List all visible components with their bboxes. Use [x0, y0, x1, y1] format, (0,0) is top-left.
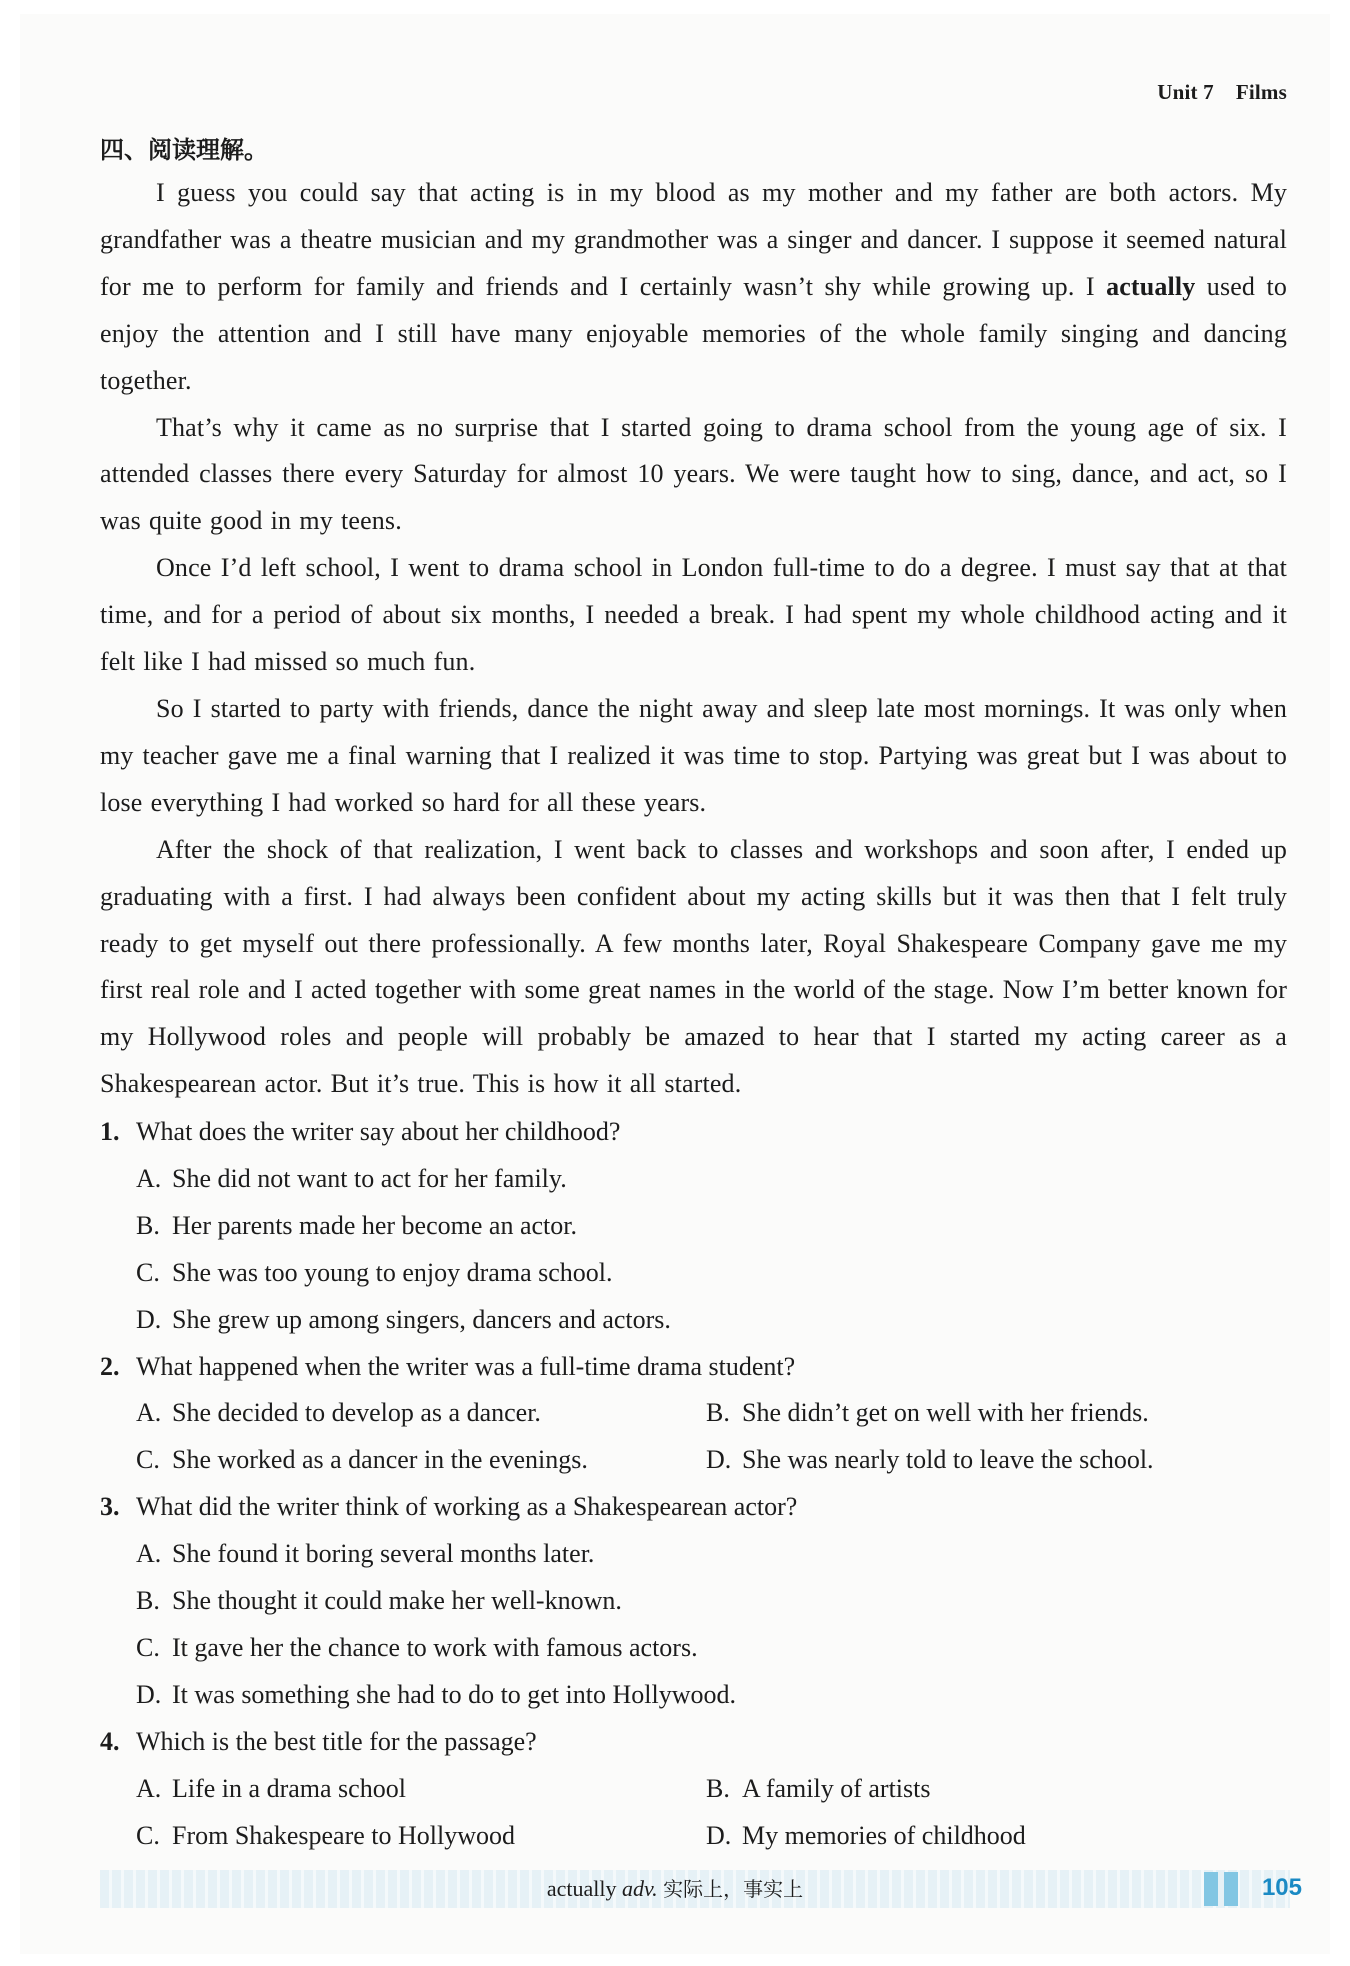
- option-c[interactable]: C. She was too young to enjoy drama school.: [136, 1257, 613, 1287]
- option-d[interactable]: D. It was something she had to do to get into Hollywood.: [136, 1679, 737, 1709]
- option-b[interactable]: B. Her parents made her become an actor.: [136, 1210, 577, 1240]
- question-number: 2.: [100, 1351, 120, 1381]
- question-stem: 2. What happened when the writer was a full-time drama student?: [100, 1344, 1290, 1391]
- footnote-pos: adv.: [622, 1876, 658, 1901]
- option-d[interactable]: D. She was nearly told to leave the school.: [706, 1445, 1154, 1475]
- vocab-footnote: [0, 1870, 1350, 1908]
- question-number: 4.: [100, 1726, 120, 1756]
- option-b[interactable]: B. She thought it could make her well-known.: [136, 1586, 622, 1616]
- running-header: [1157, 80, 1287, 105]
- question-stem: 3. What did the writer think of working as a Shakespearean actor?: [100, 1484, 1290, 1531]
- option-c[interactable]: C. It gave her the chance to work with famous actors.: [136, 1632, 698, 1662]
- option-b[interactable]: B. She didn’t get on well with her friends.: [706, 1398, 1149, 1428]
- paragraph-2: That’s why it came as no surprise that I started going to drama school from the young age of six. I attended classes there every Saturday for almost 10 years. We were taught how to sing, dance, and act, so I was quite good in my teens.: [100, 412, 1287, 536]
- option-c[interactable]: C. She worked as a dancer in the evenings.: [136, 1445, 588, 1475]
- page-number: 105: [1261, 1874, 1302, 1901]
- question-list: [100, 1109, 1290, 1860]
- unit-topic: Films: [1235, 80, 1287, 104]
- option-d[interactable]: D. She grew up among singers, dancers and actors.: [136, 1304, 671, 1334]
- paragraph-5: After the shock of that realization, I went back to classes and workshops and soon after, I ended up graduating with a first. I had always been confident about my acting skills but it was then that I felt truly ready to get myself out there professionally. A few months later, Royal Shakespeare Company gave me my first real role and I acted together with some great names in the world of the stage. Now I’m better known for my Hollywood roles and people will probably be amazed to hear that I started my acting career as a Shakespearean actor. But it’s true. This is how it all started.: [100, 834, 1287, 1099]
- option-b[interactable]: B. A family of artists: [706, 1773, 931, 1803]
- footnote-meaning: 实际上，事实上: [663, 1877, 804, 1901]
- option-a[interactable]: A. Life in a drama school: [136, 1773, 406, 1803]
- paragraph-3: Once I’d left school, I went to drama school in London full-time to do a degree. I must say that at that time, and for a period of about six months, I needed a break. I had spent my whole childhood acting and it felt like I had missed so much fun.: [100, 553, 1287, 677]
- vocab-highlight: actually: [1106, 271, 1196, 301]
- option-a[interactable]: A. She decided to develop as a dancer.: [136, 1398, 541, 1428]
- section-title: 四、阅读理解。: [100, 136, 268, 164]
- option-d[interactable]: D. My memories of childhood: [706, 1820, 1026, 1850]
- question-1: [100, 1109, 1290, 1344]
- option-a[interactable]: A. She did not want to act for her family.: [136, 1163, 567, 1193]
- option-c[interactable]: C. From Shakespeare to Hollywood: [136, 1820, 516, 1850]
- question-number: 3.: [100, 1492, 120, 1522]
- paragraph-4: So I started to party with friends, dance the night away and sleep late most mornings. It was only when my teacher gave me a final warning that I realized it was time to stop. Partying was great but I was about to lose everything I had worked so hard for all these years.: [100, 693, 1287, 817]
- unit-label: Unit 7: [1157, 80, 1214, 104]
- option-a[interactable]: A. She found it boring several months later.: [136, 1539, 595, 1569]
- reading-passage: [100, 170, 1287, 1108]
- question-stem: 1. What does the writer say about her childhood?: [100, 1109, 1290, 1156]
- question-number: 1.: [100, 1117, 120, 1146]
- question-stem: 4. Which is the best title for the passage?: [100, 1719, 1290, 1766]
- question-2: [100, 1344, 1290, 1485]
- footnote-word: actually: [546, 1876, 617, 1901]
- paragraph-1: I guess you could say that acting is in my blood as my mother and my father are both actors. My grandfather was a theatre musician and my grandmother was a singer and dancer. I suppose it seemed natural for me to perform for family and friends and I certainly wasn’t shy while growing up. I actually used to enjoy the attention and I still have many enjoyable memories of the whole family singing and dancing together.: [100, 178, 1287, 395]
- question-3: [100, 1484, 1290, 1719]
- question-4: [100, 1719, 1290, 1860]
